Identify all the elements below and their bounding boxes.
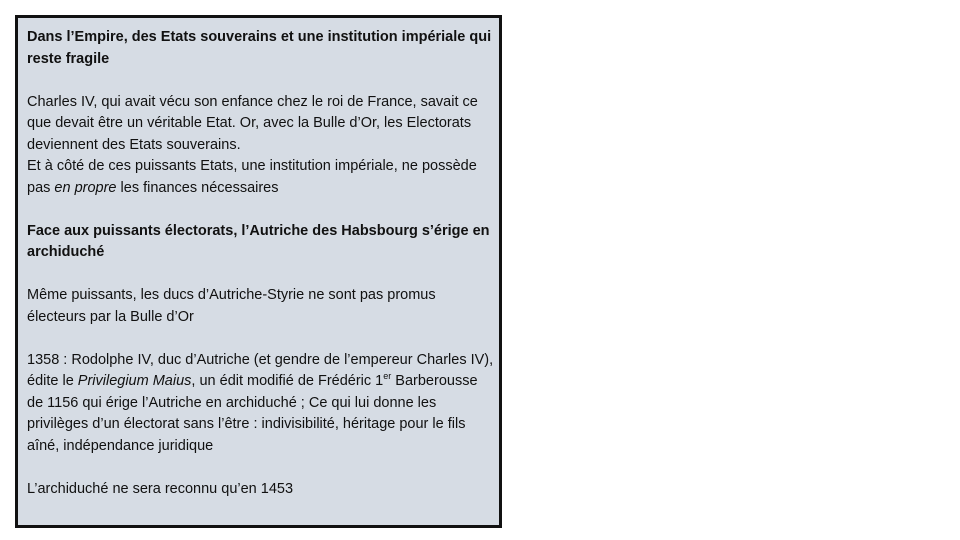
paragraph-4-part-1: 1358 : Rodolphe IV, duc d’Autriche (et gendre de l’empereur Charles IV), édite le (27, 351, 494, 389)
spacer (27, 328, 497, 350)
paragraph-2-part-1: Et à côté de ces puissants Etats, une institution impériale, ne possède pas (27, 158, 477, 196)
paragraph-2 (27, 156, 497, 199)
paragraph-4-part-2: , un édit modifié de Frédéric 1 (191, 373, 384, 389)
paragraph-2-emphasis: en propre (54, 179, 117, 196)
paragraph-3: Même puissants, les ducs d’Autriche-Styrie ne sont pas promus électeurs par la Bulle d’Or (27, 287, 436, 325)
paragraph-5: L’archiduché ne sera reconnu qu’en 1453 (27, 480, 294, 497)
text-body (27, 27, 497, 500)
paragraph-1: Charles IV, qui avait vécu son enfance chez le roi de France, savait ce que devait être un véritable Etat. Or, avec la Bulle d’Or, les Electorats deviennent des Etats souverains. (27, 93, 478, 153)
paragraph-4 (27, 350, 497, 458)
spacer (27, 457, 497, 479)
spacer (27, 199, 497, 221)
paragraph-4-part-3: Barberousse de 1156 qui érige l’Autriche en archiduché ; Ce qui lui donne les privilèges d’un électorat sans l’être : indivisibilité, héritage pour le fils aîné, indépendance juridique (27, 373, 478, 454)
paragraph-4-emphasis: Privilegium Maius (77, 373, 192, 389)
section-heading-2: Face aux puissants électorats, l’Autriche des Habsbourg s’érige en archiduché (27, 222, 490, 260)
text-panel (15, 15, 502, 528)
spacer (27, 264, 497, 286)
spacer (27, 70, 497, 92)
section-heading-1: Dans l’Empire, des Etats souverains et une institution impériale qui reste fragile (27, 29, 492, 67)
paragraph-2-part-2: les finances nécessaires (116, 179, 279, 196)
ordinal-superscript: er (383, 371, 392, 381)
